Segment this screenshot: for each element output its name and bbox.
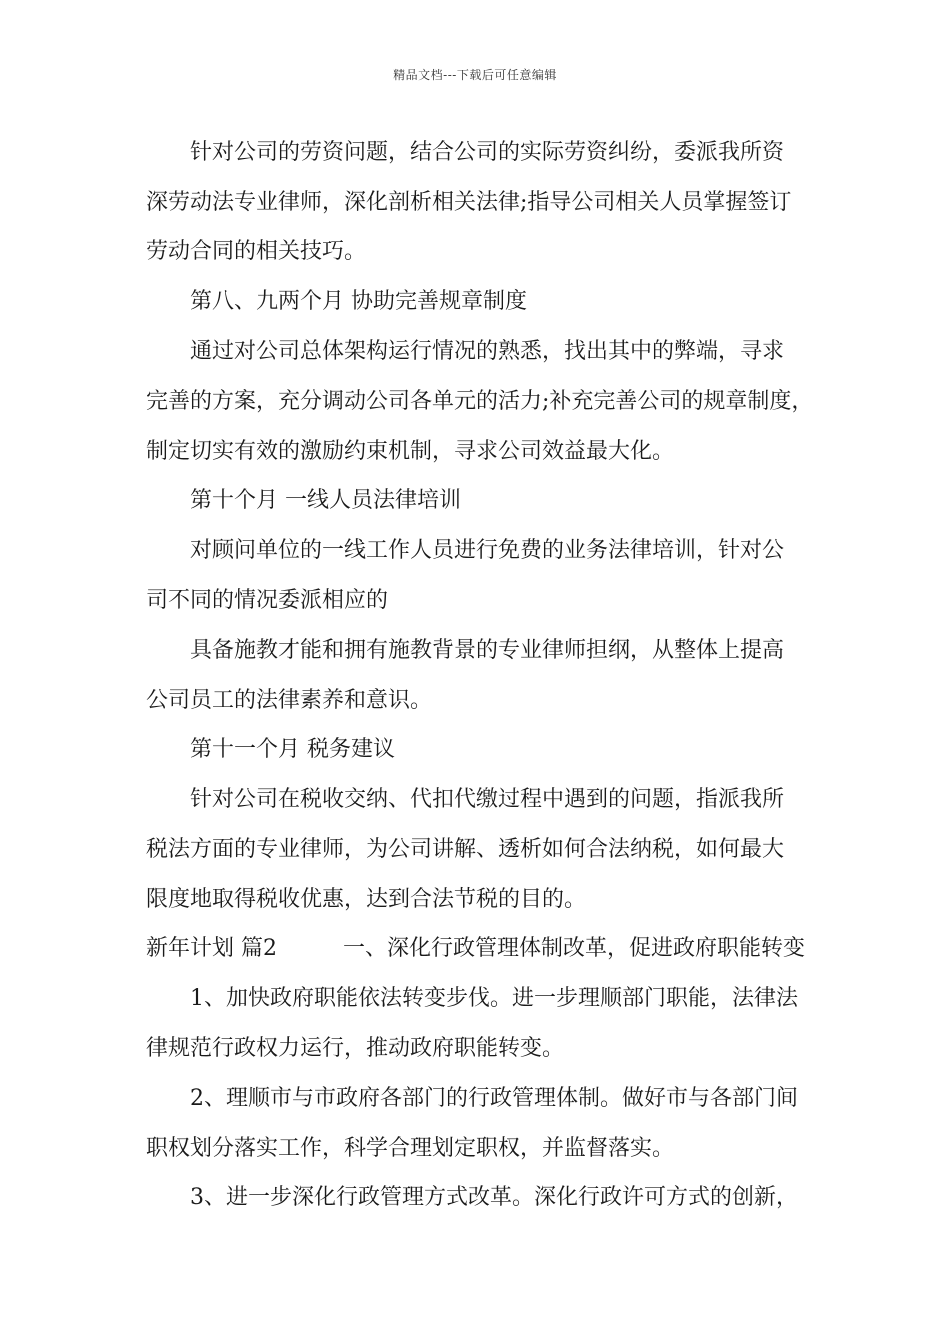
plan-title: 新年计划 篇2 (146, 936, 277, 961)
paragraph-line: 通过对公司总体架构运行情况的熟悉，找出其中的弊端，寻求 (190, 339, 785, 364)
paragraph-line: 3、进一步深化行政管理方式改革。深化行政许可方式的创新， (190, 1185, 798, 1210)
paragraph-line: 对顾问单位的一线工作人员进行免费的业务法律培训，针对公 (190, 538, 785, 563)
paragraph-line: 深劳动法专业律师，深化剖析相关法律;指导公司相关人员掌握签订 (146, 190, 792, 215)
paragraph-line: 2、理顺市与市政府各部门的行政管理体制。做好市与各部门间 (190, 1086, 798, 1111)
paragraph-line: 律规范行政权力运行，推动政府职能转变。 (146, 1036, 565, 1061)
paragraph-line: 制定切实有效的激励约束机制，寻求公司效益最大化。 (146, 439, 675, 464)
page-header: 精品文档---下载后可任意编辑 (393, 68, 557, 82)
paragraph-line: 完善的方案，充分调动公司各单元的活力;补充完善公司的规章制度， (146, 389, 814, 414)
section-heading: 一、深化行政管理体制改革，促进政府职能转变 (343, 936, 806, 961)
paragraph-line: 针对公司的劳资问题，结合公司的实际劳资纠纷，委派我所资 (190, 140, 785, 165)
paragraph-line: 职权划分落实工作，科学合理划定职权，并监督落实。 (146, 1136, 675, 1161)
paragraph-line: 具备施教才能和拥有施教背景的专业律师担纲，从整体上提高 (190, 638, 785, 663)
paragraph-line: 税法方面的专业律师，为公司讲解、透析如何合法纳税，如何最大 (146, 837, 785, 862)
paragraph-line: 司不同的情况委派相应的 (146, 588, 389, 613)
paragraph-line: 1、加快政府职能依法转变步伐。进一步理顺部门职能，法律法 (190, 986, 798, 1011)
paragraph-line: 针对公司在税收交纳、代扣代缴过程中遇到的问题，指派我所 (190, 787, 785, 812)
paragraph-line: 公司员工的法律素养和意识。 (146, 688, 433, 713)
plan-heading-line (146, 936, 805, 962)
section-heading: 第八、九两个月 协助完善规章制度 (190, 289, 527, 314)
paragraph-line: 劳动合同的相关技巧。 (146, 239, 367, 264)
section-heading: 第十一个月 税务建议 (190, 737, 395, 762)
section-heading: 第十个月 一线人员法律培训 (190, 488, 461, 513)
paragraph-line: 限度地取得税收优惠，达到合法节税的目的。 (146, 887, 587, 912)
